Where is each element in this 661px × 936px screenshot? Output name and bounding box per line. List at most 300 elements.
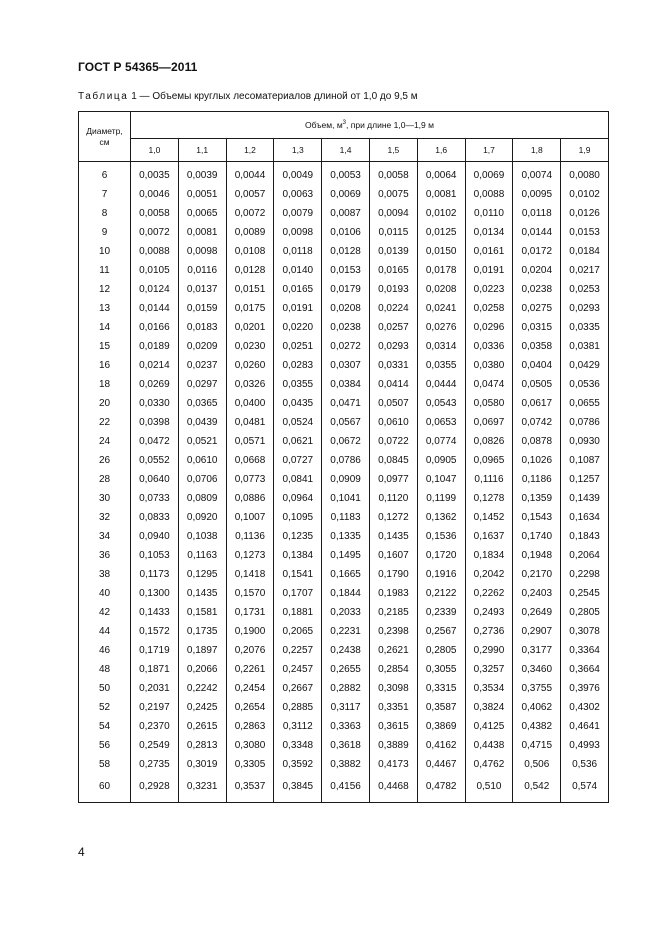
volume-cell: 0,0505 — [513, 375, 561, 394]
volume-cell: 0,0272 — [322, 337, 370, 356]
volume-cell: 0,0722 — [369, 432, 417, 451]
volume-cell: 0,1186 — [513, 470, 561, 489]
volume-cell: 0,2907 — [513, 622, 561, 641]
volume-cell: 0,3231 — [178, 774, 226, 803]
length-header-cell: 1,0 — [131, 139, 179, 162]
volume-cell: 0,0330 — [131, 394, 179, 413]
volume-cell: 0,1433 — [131, 603, 179, 622]
volume-cell: 0,0087 — [322, 204, 370, 223]
table-row — [79, 356, 609, 375]
volume-cell: 0,0276 — [417, 318, 465, 337]
volume-cell: 0,0166 — [131, 318, 179, 337]
volume-cell: 0,1735 — [178, 622, 226, 641]
volume-cell: 0,0094 — [369, 204, 417, 223]
volume-cell: 0,0826 — [465, 432, 513, 451]
page-number: 4 — [78, 845, 85, 859]
volume-cell: 0,0439 — [178, 413, 226, 432]
volume-cell: 0,0064 — [417, 162, 465, 186]
volume-cell: 0,1844 — [322, 584, 370, 603]
volume-cell: 0,4641 — [561, 717, 609, 736]
volume-cell: 0,0178 — [417, 261, 465, 280]
volume-cell: 0,0697 — [465, 413, 513, 432]
volume-cell: 0,0355 — [274, 375, 322, 394]
volume-cell: 0,1087 — [561, 451, 609, 470]
volume-cell: 0,0610 — [178, 451, 226, 470]
volume-cell: 0,0307 — [322, 356, 370, 375]
volume-cell: 0,0102 — [417, 204, 465, 223]
volume-cell: 0,3845 — [274, 774, 322, 803]
volume-cell: 0,2863 — [226, 717, 274, 736]
volume-cell: 0,2231 — [322, 622, 370, 641]
volume-cell: 0,4782 — [417, 774, 465, 803]
volume-cell: 0,0208 — [417, 280, 465, 299]
volume-cell: 0,0237 — [178, 356, 226, 375]
diameter-cell: 12 — [79, 280, 131, 299]
volume-cell: 0,2813 — [178, 736, 226, 755]
diameter-cell: 7 — [79, 185, 131, 204]
volume-cell: 0,0150 — [417, 242, 465, 261]
document-code: ГОСТ Р 54365—2011 — [78, 60, 198, 74]
volume-cell: 0,0653 — [417, 413, 465, 432]
volume-cell: 0,2261 — [226, 660, 274, 679]
volume-cell: 0,2805 — [417, 641, 465, 660]
volume-cell: 0,0128 — [226, 261, 274, 280]
volume-cell: 0,2242 — [178, 679, 226, 698]
table-row — [79, 242, 609, 261]
volume-cell: 0,2185 — [369, 603, 417, 622]
volume-cell: 0,3363 — [322, 717, 370, 736]
volume-cell: 0,0217 — [561, 261, 609, 280]
caption-label: Таблица — [78, 91, 129, 102]
table-row — [79, 185, 609, 204]
volume-cell: 0,2990 — [465, 641, 513, 660]
table-row — [79, 299, 609, 318]
volume-cell: 0,3755 — [513, 679, 561, 698]
diameter-cell: 13 — [79, 299, 131, 318]
volume-cell: 0,1452 — [465, 508, 513, 527]
table-row — [79, 774, 609, 803]
volume-cell: 0,0128 — [322, 242, 370, 261]
volume-cell: 0,0201 — [226, 318, 274, 337]
volume-cell: 0,1273 — [226, 546, 274, 565]
volume-cell: 0,2805 — [561, 603, 609, 622]
volume-cell: 0,0414 — [369, 375, 417, 394]
volume-cell: 0,0472 — [131, 432, 179, 451]
volume-cell: 0,1707 — [274, 584, 322, 603]
volume-cell: 0,0118 — [274, 242, 322, 261]
volume-cell: 0,0140 — [274, 261, 322, 280]
diameter-cell: 46 — [79, 641, 131, 660]
diameter-cell: 18 — [79, 375, 131, 394]
diameter-cell: 14 — [79, 318, 131, 337]
volume-cell: 0,0159 — [178, 299, 226, 318]
volume-cell: 0,3664 — [561, 660, 609, 679]
volume-cell: 0,1665 — [322, 565, 370, 584]
volume-cell: 0,4062 — [513, 698, 561, 717]
volume-cell: 0,1543 — [513, 508, 561, 527]
volume-cell: 0,0080 — [561, 162, 609, 186]
volume-cell: 0,0175 — [226, 299, 274, 318]
diameter-cell: 22 — [79, 413, 131, 432]
volume-cell: 0,0191 — [274, 299, 322, 318]
diameter-cell: 54 — [79, 717, 131, 736]
volume-cell: 0,4162 — [417, 736, 465, 755]
volume-cell: 0,0106 — [322, 223, 370, 242]
volume-cell: 0,3592 — [274, 755, 322, 774]
volume-cell: 0,0964 — [274, 489, 322, 508]
table-row — [79, 603, 609, 622]
volume-cell: 0,0358 — [513, 337, 561, 356]
volume-cell: 0,1740 — [513, 527, 561, 546]
volume-cell: 0,0269 — [131, 375, 179, 394]
volume-cell: 0,0474 — [465, 375, 513, 394]
volume-cell: 0,0057 — [226, 185, 274, 204]
volume-cell: 0,0672 — [322, 432, 370, 451]
volume-cell: 0,0081 — [178, 223, 226, 242]
length-header-cell: 1,9 — [561, 139, 609, 162]
diameter-header-line1: Диаметр, — [86, 125, 123, 136]
volume-cell: 0,0833 — [131, 508, 179, 527]
length-header-cell: 1,3 — [274, 139, 322, 162]
volume-cell: 0,3824 — [465, 698, 513, 717]
table-row — [79, 565, 609, 584]
length-header-row — [79, 139, 609, 162]
table-row — [79, 470, 609, 489]
volume-cell: 0,1541 — [274, 565, 322, 584]
volume-cell: 0,1007 — [226, 508, 274, 527]
length-header-cell: 1,5 — [369, 139, 417, 162]
volume-cell: 0,1572 — [131, 622, 179, 641]
volume-cell: 0,1495 — [322, 546, 370, 565]
volume-cell: 0,506 — [513, 755, 561, 774]
diameter-cell: 24 — [79, 432, 131, 451]
volume-cell: 0,0088 — [465, 185, 513, 204]
volume-cell: 0,0144 — [513, 223, 561, 242]
volume-cell: 0,0253 — [561, 280, 609, 299]
length-header-cell: 1,8 — [513, 139, 561, 162]
volume-cell: 0,3257 — [465, 660, 513, 679]
volume-cell: 0,536 — [561, 755, 609, 774]
volume-cell: 0,2735 — [131, 755, 179, 774]
volume-cell: 0,1278 — [465, 489, 513, 508]
volume-cell: 0,0153 — [561, 223, 609, 242]
volume-cell: 0,4156 — [322, 774, 370, 803]
volume-cell: 0,1047 — [417, 470, 465, 489]
diameter-cell: 28 — [79, 470, 131, 489]
volume-cell: 0,0153 — [322, 261, 370, 280]
volume-cell: 0,0165 — [369, 261, 417, 280]
volume-cell: 0,0331 — [369, 356, 417, 375]
volume-cell: 0,0471 — [322, 394, 370, 413]
volume-cell: 0,1637 — [465, 527, 513, 546]
volume-cell: 0,3537 — [226, 774, 274, 803]
diameter-cell: 9 — [79, 223, 131, 242]
volume-cell: 0,0315 — [513, 318, 561, 337]
length-header-cell: 1,4 — [322, 139, 370, 162]
volume-cell: 0,0241 — [417, 299, 465, 318]
diameter-cell: 6 — [79, 162, 131, 186]
volume-cell: 0,0209 — [178, 337, 226, 356]
volume-cell: 0,3348 — [274, 736, 322, 755]
volume-cell: 0,3112 — [274, 717, 322, 736]
volume-cell: 0,0095 — [513, 185, 561, 204]
volume-cell: 0,0081 — [417, 185, 465, 204]
volume-cell: 0,1199 — [417, 489, 465, 508]
volume-cell: 0,0230 — [226, 337, 274, 356]
table-row — [79, 394, 609, 413]
volume-cell: 0,0668 — [226, 451, 274, 470]
volume-cell: 0,0355 — [417, 356, 465, 375]
table-row — [79, 451, 609, 470]
volume-cell: 0,3618 — [322, 736, 370, 755]
volume-cell: 0,0543 — [417, 394, 465, 413]
volume-cell: 0,0105 — [131, 261, 179, 280]
volume-cell: 0,0335 — [561, 318, 609, 337]
volume-cell: 0,1607 — [369, 546, 417, 565]
volume-cell: 0,0124 — [131, 280, 179, 299]
volume-cell: 0,0773 — [226, 470, 274, 489]
volume-cell: 0,2066 — [178, 660, 226, 679]
diameter-cell: 36 — [79, 546, 131, 565]
volume-cell: 0,2403 — [513, 584, 561, 603]
volume-cell: 0,2197 — [131, 698, 179, 717]
length-header-cell: 1,1 — [178, 139, 226, 162]
diameter-cell: 16 — [79, 356, 131, 375]
volume-cell: 0,1634 — [561, 508, 609, 527]
volume-cell: 0,2454 — [226, 679, 274, 698]
volume-cell: 0,2298 — [561, 565, 609, 584]
diameter-cell: 15 — [79, 337, 131, 356]
volume-cell: 0,2425 — [178, 698, 226, 717]
volume-cell: 0,1435 — [369, 527, 417, 546]
volume-cell: 0,0258 — [465, 299, 513, 318]
volume-cell: 0,2928 — [131, 774, 179, 803]
volume-cell: 0,2549 — [131, 736, 179, 755]
volume-cell: 0,2065 — [274, 622, 322, 641]
volume-cell: 0,0786 — [561, 413, 609, 432]
caption-title: — Объемы круглых лесоматериалов длиной от 1,0 до 9,5 м — [136, 91, 418, 102]
volume-cell: 0,0435 — [274, 394, 322, 413]
volume-cell: 0,2654 — [226, 698, 274, 717]
volume-cell: 0,1335 — [322, 527, 370, 546]
volume-cell: 0,0069 — [465, 162, 513, 186]
volume-cell: 0,2031 — [131, 679, 179, 698]
volume-cell: 0,1900 — [226, 622, 274, 641]
volume-cell: 0,3364 — [561, 641, 609, 660]
volume-cell: 0,0706 — [178, 470, 226, 489]
volume-cell: 0,2736 — [465, 622, 513, 641]
volume-cell: 0,0224 — [369, 299, 417, 318]
volume-cell: 0,0125 — [417, 223, 465, 242]
volume-cell: 0,1916 — [417, 565, 465, 584]
volume-cell: 0,1038 — [178, 527, 226, 546]
table-row — [79, 660, 609, 679]
volume-cell: 0,3315 — [417, 679, 465, 698]
volume-cell: 0,2064 — [561, 546, 609, 565]
diameter-cell: 42 — [79, 603, 131, 622]
volume-cell: 0,0786 — [322, 451, 370, 470]
volume-cell: 0,0977 — [369, 470, 417, 489]
volume-cell: 0,0580 — [465, 394, 513, 413]
volume-cell: 0,0116 — [178, 261, 226, 280]
volume-cell: 0,1439 — [561, 489, 609, 508]
table-row — [79, 736, 609, 755]
volume-cell: 0,2545 — [561, 584, 609, 603]
volume-cell: 0,0098 — [178, 242, 226, 261]
volume-cell: 0,0208 — [322, 299, 370, 318]
volume-cell: 0,1897 — [178, 641, 226, 660]
volume-cell: 0,3177 — [513, 641, 561, 660]
volume-cell: 0,0384 — [322, 375, 370, 394]
volume-cell: 0,0110 — [465, 204, 513, 223]
volume-cell: 0,4468 — [369, 774, 417, 803]
volume-cell: 0,3460 — [513, 660, 561, 679]
volume-cell: 0,0115 — [369, 223, 417, 242]
volume-cell: 0,2370 — [131, 717, 179, 736]
volume-cell: 0,0035 — [131, 162, 179, 186]
volume-cell: 0,2655 — [322, 660, 370, 679]
volume-cell: 0,0257 — [369, 318, 417, 337]
volume-cell: 0,0108 — [226, 242, 274, 261]
volume-cell: 0,3019 — [178, 755, 226, 774]
volume-cell: 0,4173 — [369, 755, 417, 774]
volume-cell: 0,0179 — [322, 280, 370, 299]
volume-cell: 0,1136 — [226, 527, 274, 546]
volume-cell: 0,3882 — [322, 755, 370, 774]
volume-cell: 0,0063 — [274, 185, 322, 204]
table-row — [79, 546, 609, 565]
volume-cell: 0,0075 — [369, 185, 417, 204]
table-row — [79, 337, 609, 356]
table-row — [79, 508, 609, 527]
volume-cell: 0,0251 — [274, 337, 322, 356]
diameter-cell: 60 — [79, 774, 131, 803]
volume-cell: 0,0381 — [561, 337, 609, 356]
volume-cell: 0,0172 — [513, 242, 561, 261]
table-row — [79, 755, 609, 774]
volume-cell: 0,0161 — [465, 242, 513, 261]
volume-cell: 0,0102 — [561, 185, 609, 204]
volume-cell: 0,0089 — [226, 223, 274, 242]
volume-cell: 0,4382 — [513, 717, 561, 736]
volume-cell: 0,1790 — [369, 565, 417, 584]
table-row — [79, 318, 609, 337]
volume-cell: 0,1359 — [513, 489, 561, 508]
volume-cell: 0,1384 — [274, 546, 322, 565]
volume-cell: 0,1418 — [226, 565, 274, 584]
volume-cell: 0,0536 — [561, 375, 609, 394]
volume-cell: 0,1026 — [513, 451, 561, 470]
volume-cell: 0,0293 — [369, 337, 417, 356]
volume-cell: 0,1163 — [178, 546, 226, 565]
volume-cell: 0,1120 — [369, 489, 417, 508]
volume-cell: 0,0610 — [369, 413, 417, 432]
volume-cell: 0,1843 — [561, 527, 609, 546]
volume-cell: 0,0920 — [178, 508, 226, 527]
diameter-cell: 40 — [79, 584, 131, 603]
volume-cell: 0,1257 — [561, 470, 609, 489]
volume-cell: 0,1871 — [131, 660, 179, 679]
table-row — [79, 413, 609, 432]
diameter-cell: 10 — [79, 242, 131, 261]
volume-cell: 0,0640 — [131, 470, 179, 489]
volume-cell: 0,0326 — [226, 375, 274, 394]
volume-cell: 0,3587 — [417, 698, 465, 717]
volume-cell: 0,1362 — [417, 508, 465, 527]
volume-cell: 0,0088 — [131, 242, 179, 261]
table-row — [79, 641, 609, 660]
volume-cell: 0,3117 — [322, 698, 370, 717]
volume-cell: 0,0275 — [513, 299, 561, 318]
volume-cell: 0,0845 — [369, 451, 417, 470]
volume-cell: 0,0886 — [226, 489, 274, 508]
volume-cell: 0,0184 — [561, 242, 609, 261]
volume-cell: 0,2339 — [417, 603, 465, 622]
volume-cell: 0,0617 — [513, 394, 561, 413]
volume-cell: 0,1295 — [178, 565, 226, 584]
volume-cell: 0,1881 — [274, 603, 322, 622]
volume-cell: 0,0552 — [131, 451, 179, 470]
volume-cell: 0,0137 — [178, 280, 226, 299]
volume-cell: 0,0293 — [561, 299, 609, 318]
volume-cell: 0,0191 — [465, 261, 513, 280]
volume-cell: 0,3534 — [465, 679, 513, 698]
volume-cell: 0,2854 — [369, 660, 417, 679]
volume-cell: 0,542 — [513, 774, 561, 803]
volume-cell: 0,0039 — [178, 162, 226, 186]
diameter-cell: 34 — [79, 527, 131, 546]
volume-cell: 0,0044 — [226, 162, 274, 186]
diameter-cell: 50 — [79, 679, 131, 698]
table-row — [79, 223, 609, 242]
table-row — [79, 584, 609, 603]
volume-cell: 0,0878 — [513, 432, 561, 451]
volume-cell: 0,0072 — [131, 223, 179, 242]
table-row — [79, 527, 609, 546]
volume-cell: 0,4993 — [561, 736, 609, 755]
table-row — [79, 717, 609, 736]
volume-cell: 0,2885 — [274, 698, 322, 717]
volume-cell: 0,0567 — [322, 413, 370, 432]
volume-cell: 0,3078 — [561, 622, 609, 641]
volume-cell: 0,510 — [465, 774, 513, 803]
volume-cell: 0,3889 — [369, 736, 417, 755]
volume-cell: 0,0481 — [226, 413, 274, 432]
volume-cell: 0,0098 — [274, 223, 322, 242]
volume-cell: 0,0074 — [513, 162, 561, 186]
volume-cell: 0,0621 — [274, 432, 322, 451]
volume-cell: 0,0220 — [274, 318, 322, 337]
volume-cell: 0,0400 — [226, 394, 274, 413]
volume-cell: 0,0314 — [417, 337, 465, 356]
volume-cell: 0,0126 — [561, 204, 609, 223]
length-header-cell: 1,7 — [465, 139, 513, 162]
volume-cell: 0,4762 — [465, 755, 513, 774]
volume-cell: 0,0742 — [513, 413, 561, 432]
volume-cell: 0,0841 — [274, 470, 322, 489]
volume-cell: 0,0058 — [131, 204, 179, 223]
diameter-cell: 56 — [79, 736, 131, 755]
diameter-cell: 38 — [79, 565, 131, 584]
volume-cell: 0,2493 — [465, 603, 513, 622]
volume-cell: 0,1581 — [178, 603, 226, 622]
volume-cell: 0,1173 — [131, 565, 179, 584]
volume-cell: 0,0727 — [274, 451, 322, 470]
volume-cell: 0,1095 — [274, 508, 322, 527]
volume-cell: 0,1536 — [417, 527, 465, 546]
volume-cell: 0,4715 — [513, 736, 561, 755]
diameter-cell: 52 — [79, 698, 131, 717]
